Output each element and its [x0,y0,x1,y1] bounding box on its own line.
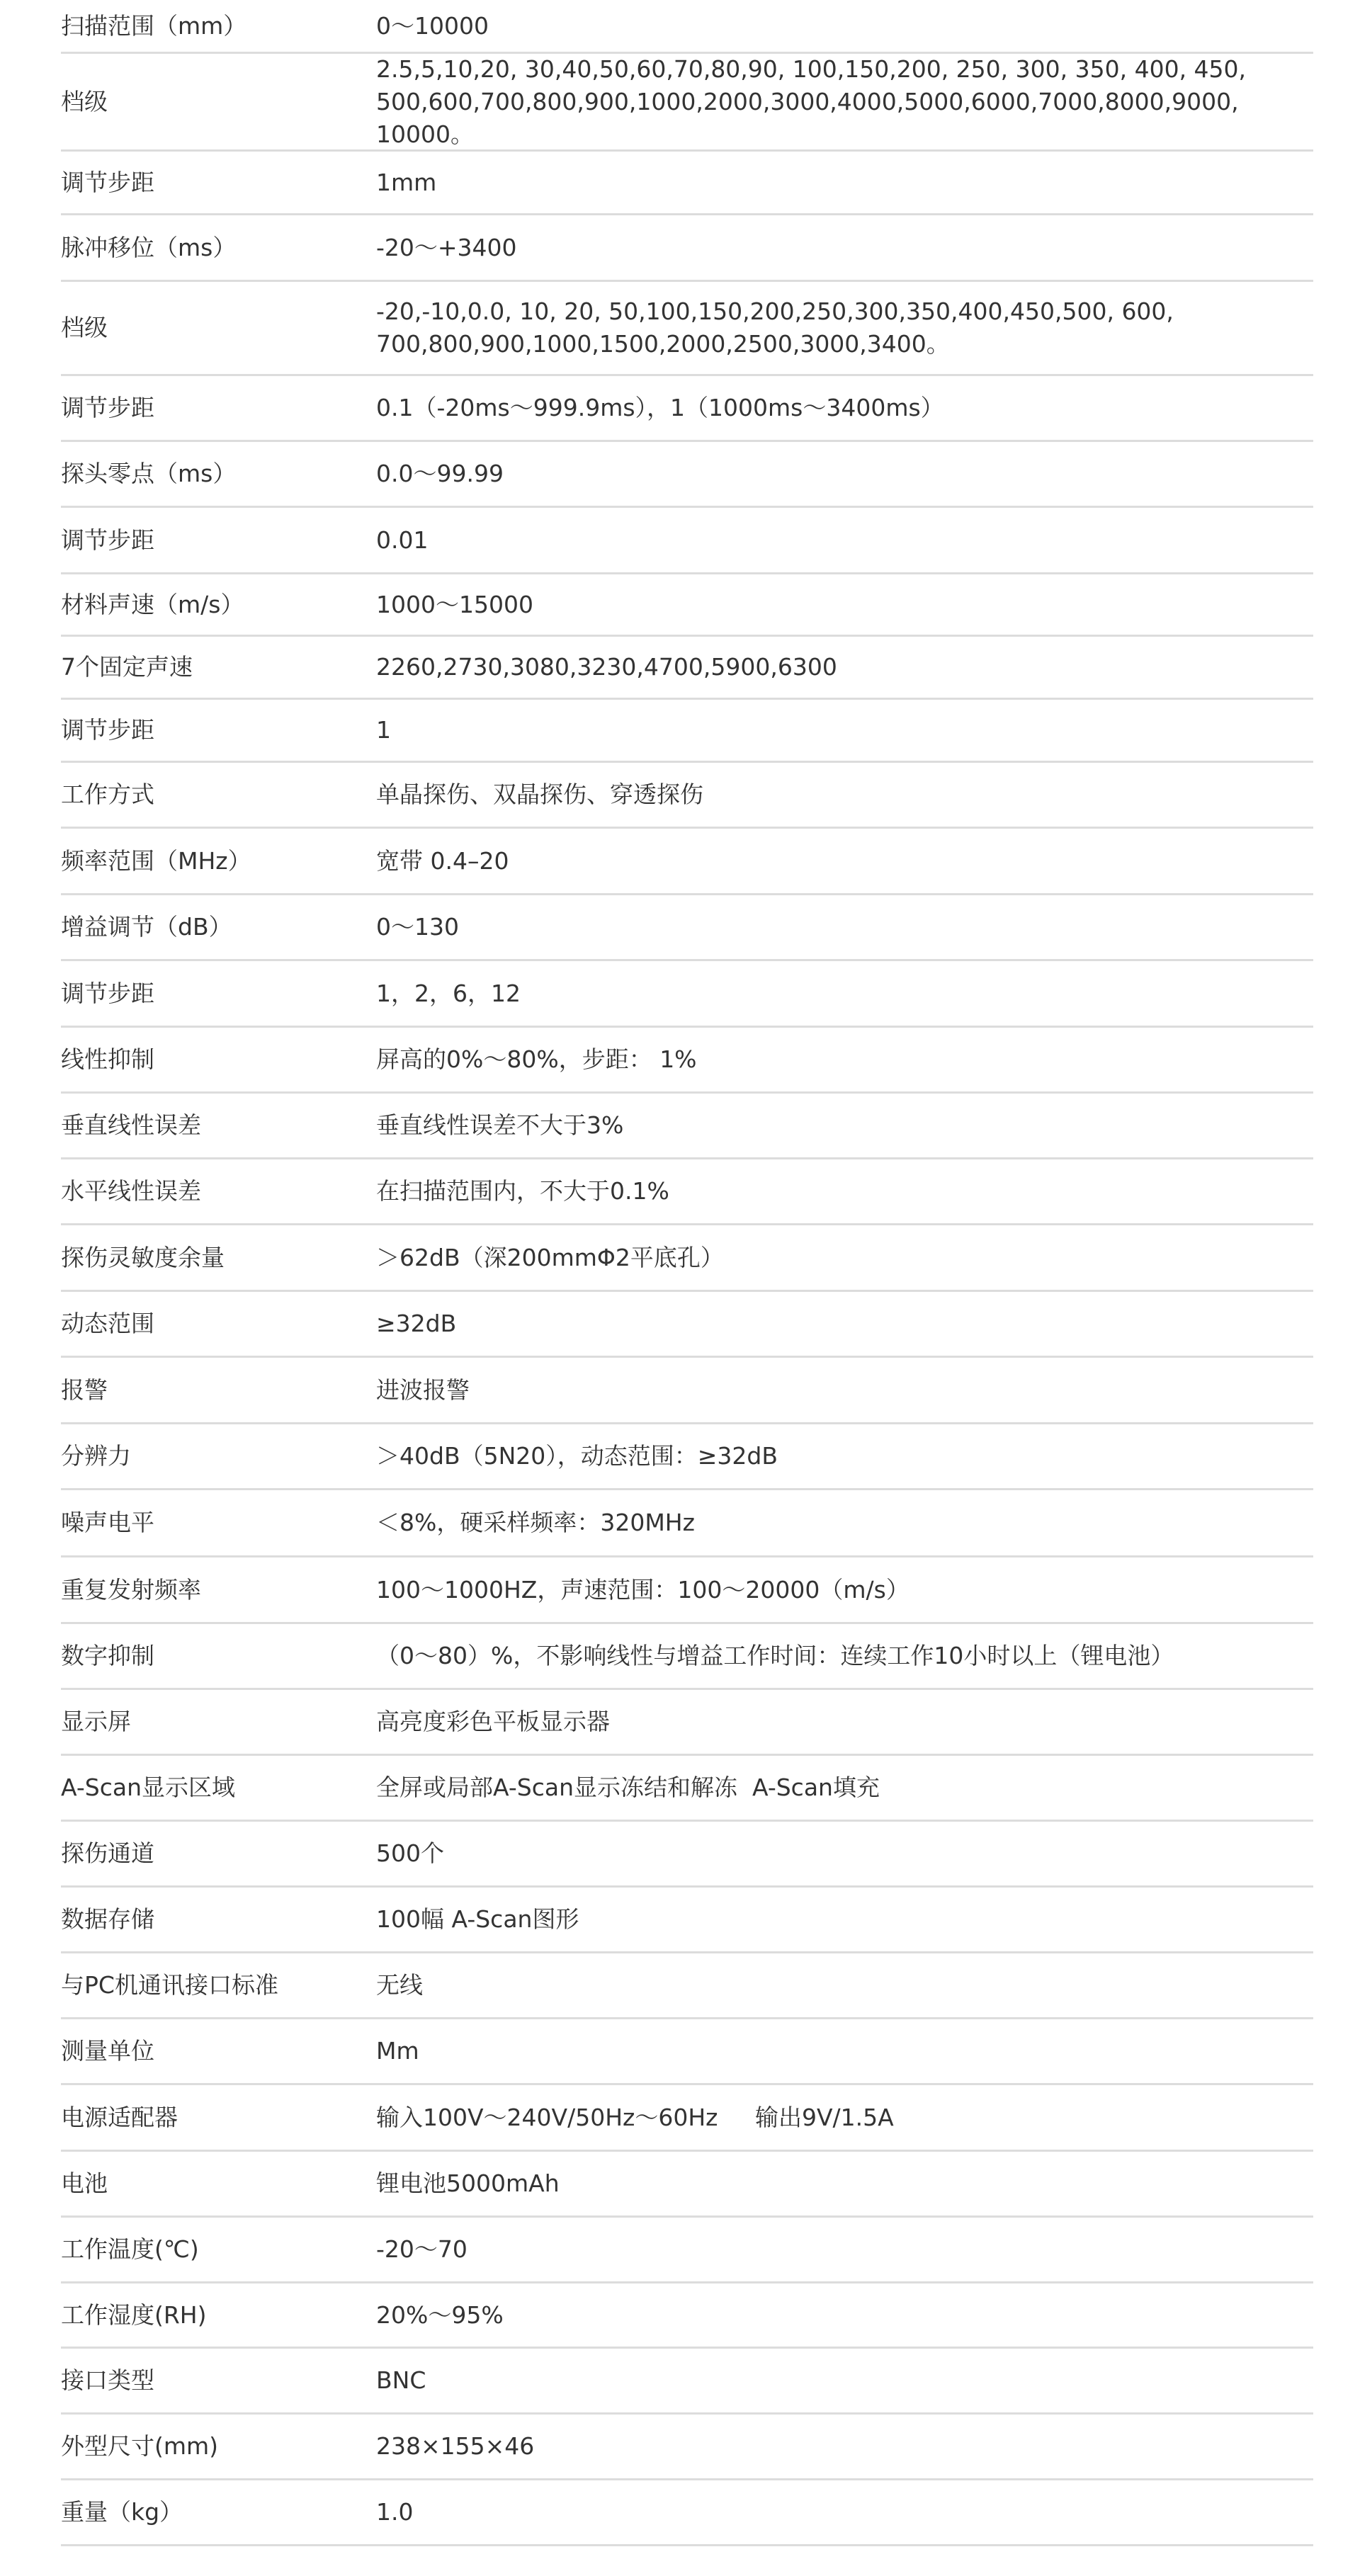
spec-label: 数据存储 [61,1905,154,1933]
spec-row [61,282,1313,376]
spec-label: 测量单位 [61,2037,154,2065]
spec-row [61,2283,1313,2349]
spec-label: 调节步距 [61,394,154,421]
spec-row [61,961,1313,1028]
spec-row [61,215,1313,282]
spec-value: 无线 [376,1971,423,1999]
spec-label: 调节步距 [61,168,154,196]
spec-label: 扫描范围（mm） [61,11,247,40]
spec-label: 频率范围（MHz） [61,846,251,875]
spec-label: 分辨力 [61,1442,131,1470]
spec-row [61,2152,1313,2218]
spec-label: 探伤灵敏度余量 [61,1243,225,1271]
spec-label: 报警 [61,1375,108,1404]
spec-value: 1 [376,716,391,744]
spec-label: 档级 [61,314,108,341]
spec-label: 电池 [61,2169,108,2197]
spec-row [61,1557,1313,1624]
spec-label: 水平线性误差 [61,1177,201,1205]
spec-row [61,2218,1313,2283]
spec-row [61,508,1313,574]
spec-value: 238×155×46 [376,2432,535,2460]
spec-value: 500个 [376,1839,444,1867]
spec-row [61,1028,1313,1094]
spec-value: 20%～95% [376,2300,504,2329]
spec-label: 线性抑制 [61,1045,154,1073]
spec-label: 动态范围 [61,1310,154,1337]
spec-row [61,2349,1313,2415]
spec-label: 探伤通道 [61,1839,154,1867]
spec-row [61,152,1313,215]
spec-row [61,829,1313,895]
spec-label: 电源适配器 [61,2103,178,2131]
spec-label: 外型尺寸(mm) [61,2432,219,2460]
spec-label: 重复发射频率 [61,1575,201,1604]
spec-value: 1.0 [376,2498,414,2526]
spec-row [61,0,1313,54]
spec-row [61,1888,1313,1953]
spec-label: 调节步距 [61,526,154,554]
spec-row [61,1822,1313,1888]
spec-value: 屏高的0%～80%，步距： 1% [376,1045,697,1073]
spec-value: 锂电池5000mAh [376,2169,560,2197]
spec-value: ＞40dB（5N20），动态范围：≥32dB [376,1442,778,1470]
spec-label: 档级 [61,87,108,115]
spec-row [61,1953,1313,2019]
spec-label: 垂直线性误差 [61,1111,201,1139]
spec-value: 0.01 [376,526,429,554]
spec-label: 工作方式 [61,781,154,808]
spec-value: ≥32dB [376,1310,457,1337]
spec-row [61,442,1313,508]
spec-label: 工作湿度(RH) [61,2300,207,2329]
spec-value: 0～130 [376,913,459,941]
spec-label: 显示屏 [61,1708,131,1735]
spec-value: 高亮度彩色平板显示器 [376,1708,610,1735]
spec-value: 2260,2730,3080,3230,4700,5900,6300 [376,653,837,681]
spec-label: 与PC机通讯接口标准 [61,1971,278,1999]
spec-value: 进波报警 [376,1375,470,1404]
spec-value: 2.5,5,10,20, 30,40,50,60,70,80,90, 100,150,200, 250, 300, 350, 400, 450, 500,600,700,800,900,1000,2000,3000,4000,5000,6000,7000,8000,9000, 10000。 [376,55,1247,148]
spec-value: -20,-10,0.0, 10, 20, 50,100,150,200,250,300,350,400,450,500, 600, 700,800,900,1000,1500,2000,2500,3000,3400。 [376,297,1174,358]
spec-row [61,1624,1313,1690]
spec-value: 0.0～99.99 [376,460,504,487]
spec-label: 材料声速（m/s） [61,590,244,618]
spec-value: BNC [376,2366,426,2394]
spec-value: -20～70 [376,2235,468,2263]
spec-value: 在扫描范围内，不大于0.1% [376,1177,669,1205]
spec-row [61,1756,1313,1822]
spec-row [61,1094,1313,1159]
spec-value: 100～1000HZ，声速范围：100～20000（m/s） [376,1575,910,1604]
spec-label: A-Scan显示区域 [61,1774,235,1801]
spec-value: 1mm [376,168,437,196]
spec-value: -20～+3400 [376,233,517,261]
spec-row [61,2415,1313,2480]
spec-label: 工作温度(℃) [61,2235,199,2263]
spec-label: 调节步距 [61,979,154,1007]
spec-row [61,1358,1313,1424]
spec-label: 数字抑制 [61,1642,154,1669]
spec-row [61,54,1313,152]
spec-value: 1，2，6，12 [376,979,521,1007]
spec-row [61,2480,1313,2546]
spec-label: 探头零点（ms） [61,460,237,487]
spec-value: 宽带 0.4–20 [376,846,509,875]
spec-value: 单晶探伤、双晶探伤、穿透探伤 [376,781,703,808]
spec-value: Mm [376,2037,419,2065]
spec-label: 脉冲移位（ms） [61,233,237,261]
spec-label: 调节步距 [61,716,154,744]
spec-value: 1000～15000 [376,590,533,618]
spec-label: 增益调节（dB） [61,913,232,941]
spec-label: 接口类型 [61,2366,154,2394]
spec-value: （0～80）%，不影响线性与增益工作时间：连续工作10小时以上（锂电池） [376,1642,1174,1669]
spec-row [61,700,1313,763]
spec-row [61,2019,1313,2085]
spec-row [61,574,1313,637]
spec-value: 垂直线性误差不大于3% [376,1111,624,1139]
spec-table [61,0,1313,2546]
spec-row [61,1292,1313,1358]
spec-row [61,1159,1313,1225]
spec-row [61,1225,1313,1292]
spec-row [61,1690,1313,1756]
spec-value: 0～10000 [376,11,489,40]
spec-row [61,763,1313,829]
spec-value: 100幅 A-Scan图形 [376,1905,579,1933]
spec-value: ＞62dB（深200mmΦ2平底孔） [376,1243,724,1271]
spec-label: 7个固定声速 [61,653,193,681]
spec-value: 全屏或局部A-Scan显示冻结和解冻 A-Scan填充 [376,1774,880,1801]
spec-row [61,895,1313,961]
spec-row [61,1490,1313,1557]
spec-value: ＜8%，硬采样频率：320MHz [376,1509,695,1536]
spec-row [61,2085,1313,2152]
spec-value: 输入100V～240V/50Hz～60Hz 输出9V/1.5A [376,2103,894,2131]
spec-row [61,637,1313,700]
spec-label: 重量（kg） [61,2498,183,2526]
spec-row [61,376,1313,442]
spec-value: 0.1（-20ms～999.9ms），1（1000ms～3400ms） [376,394,944,421]
spec-label: 噪声电平 [61,1509,154,1536]
spec-row [61,1424,1313,1490]
